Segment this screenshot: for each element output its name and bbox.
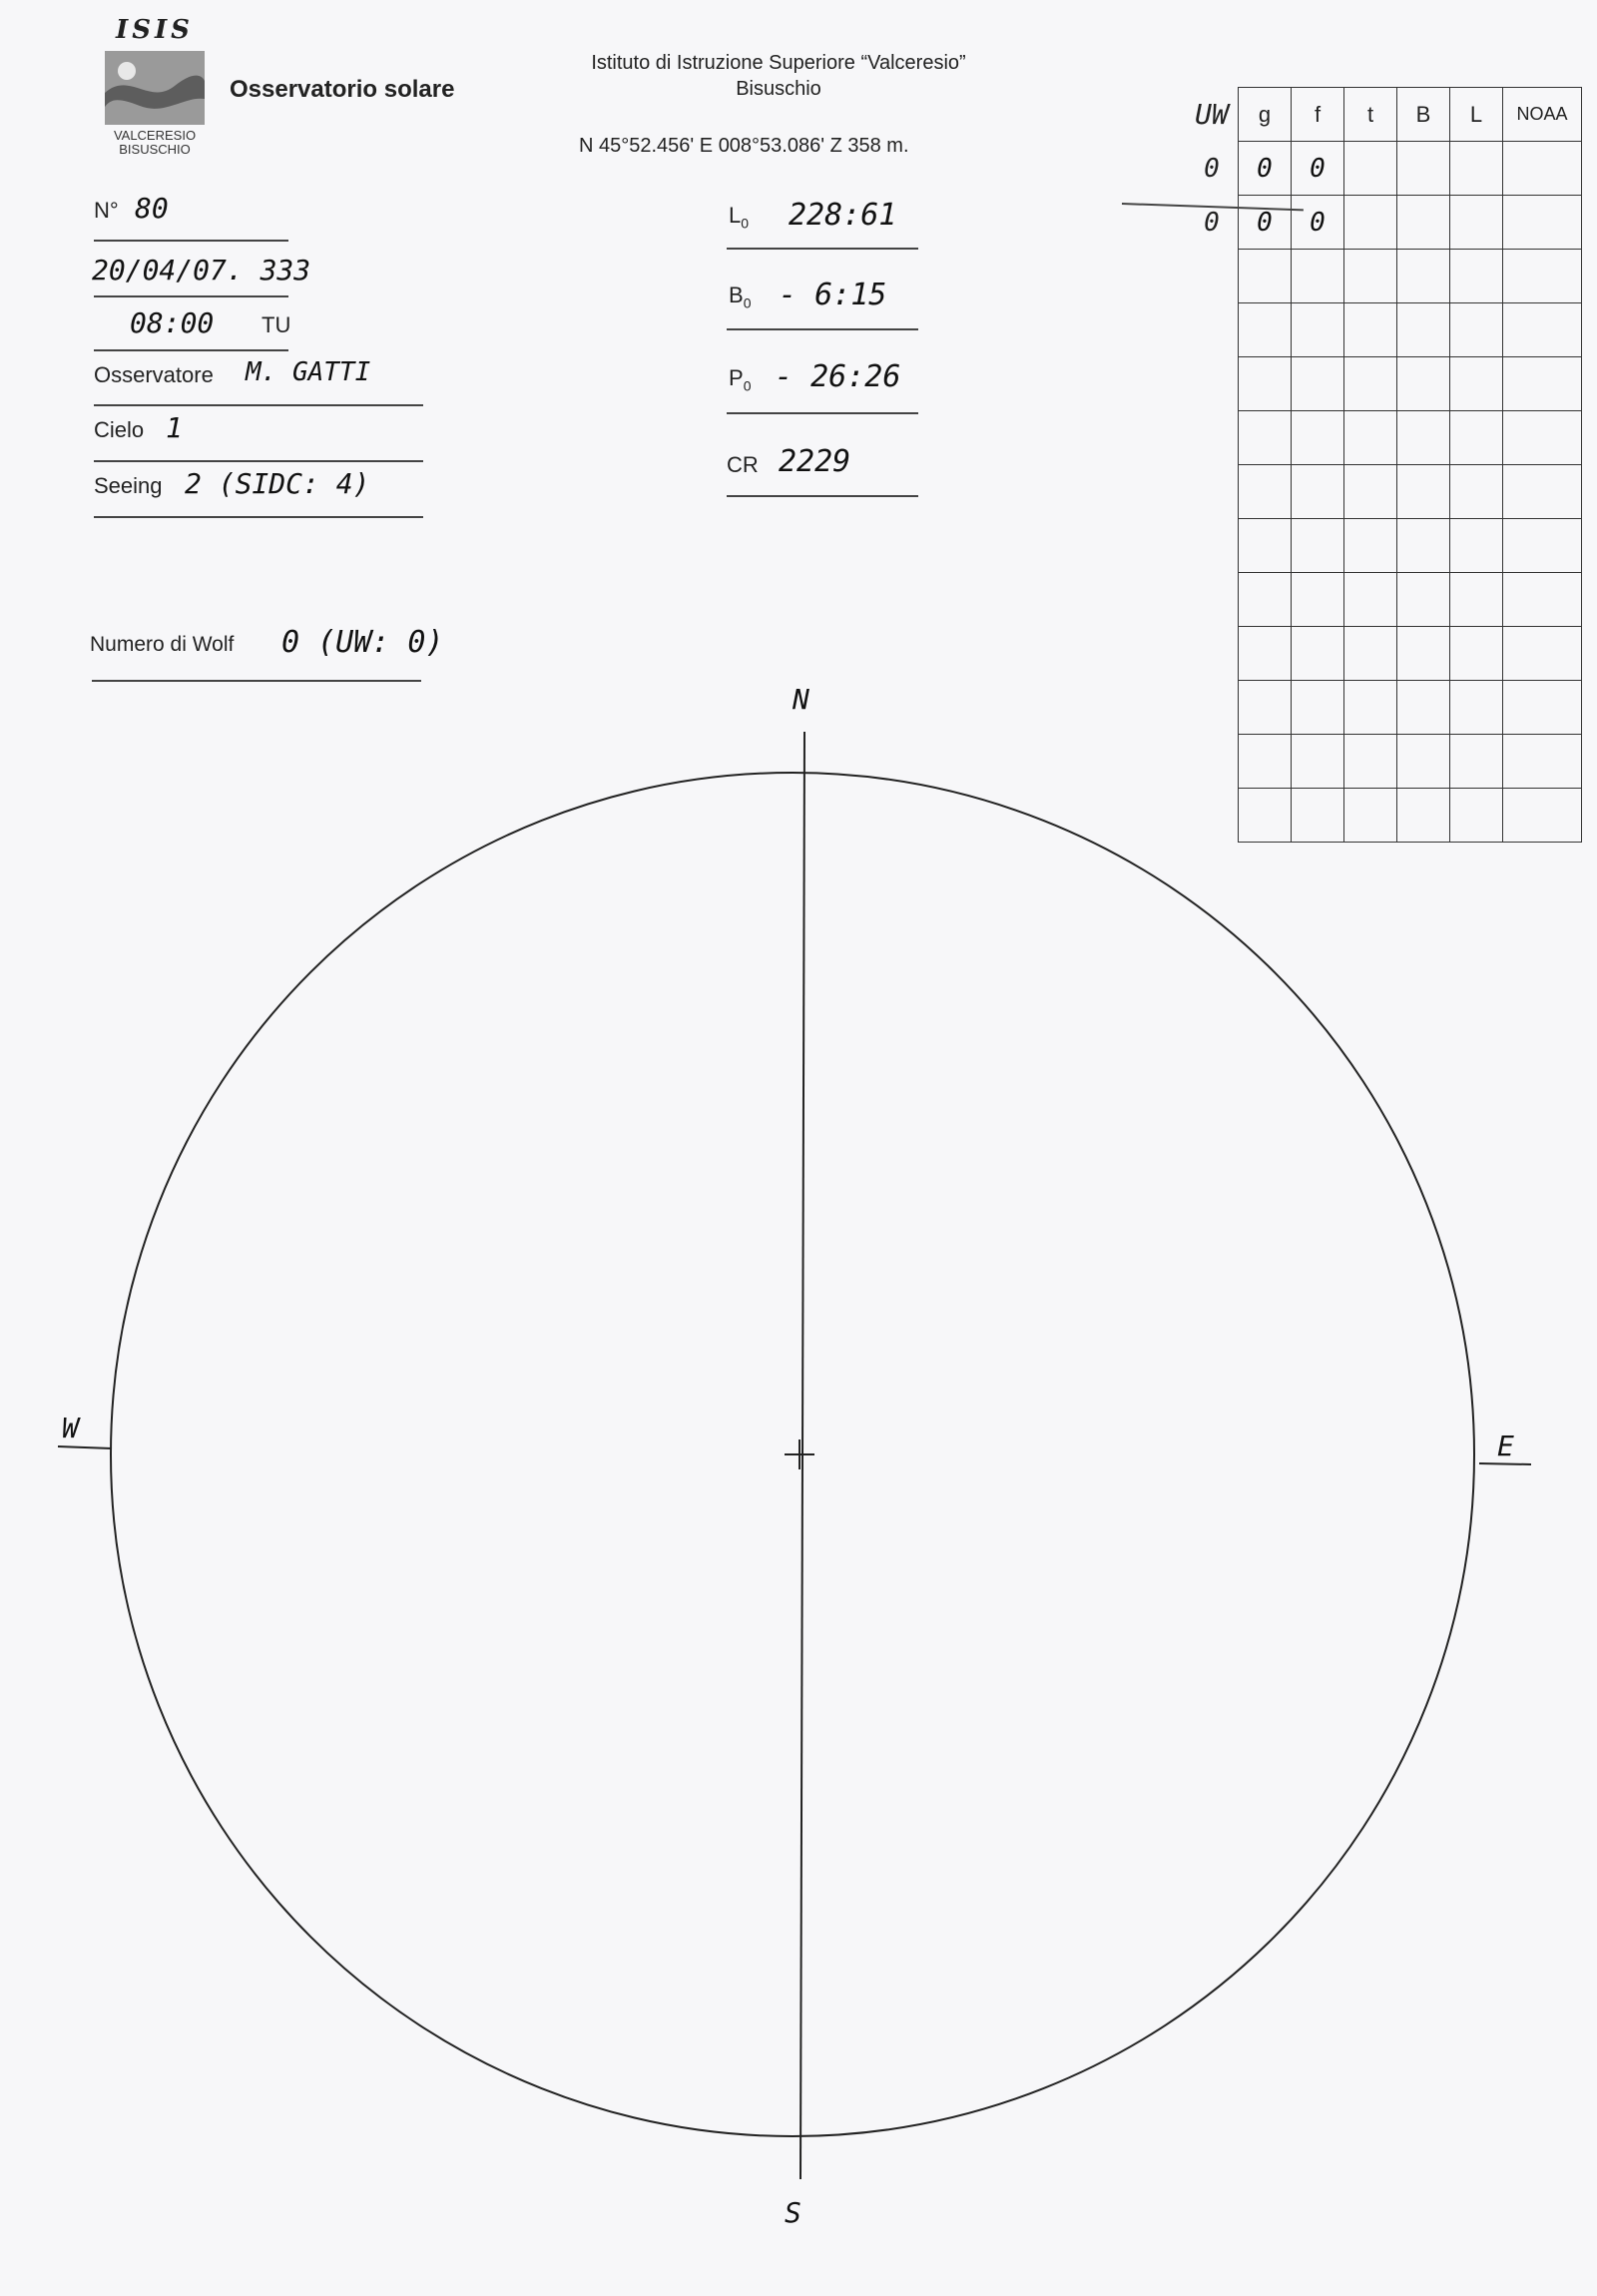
institute-name: Istituto di Istruzione Superiore “Valceresio” xyxy=(591,52,966,74)
logo-wordmark: ISIS xyxy=(116,15,194,45)
table-cell: 0 xyxy=(1292,196,1344,250)
west-tick xyxy=(58,1446,112,1448)
col-header-l: L xyxy=(1450,88,1503,142)
col-header-b: B xyxy=(1397,88,1450,142)
col-header-g: g xyxy=(1239,88,1292,142)
table-cell: 0 xyxy=(1292,142,1344,196)
table-cell: 0 xyxy=(1204,153,1220,184)
col-header-t: t xyxy=(1344,88,1397,142)
observation-date: 20/04/07. 333 xyxy=(92,254,311,287)
number-label: N° xyxy=(94,198,119,223)
observer-name: M. GATTI xyxy=(246,357,371,387)
l0-label: $L_0$ xyxy=(729,203,750,232)
col-header-uw: UW xyxy=(1195,98,1229,131)
institute-town: Bisuschio xyxy=(736,78,821,100)
sky-value: 1 xyxy=(166,411,183,444)
wolf-label: Numero di Wolf xyxy=(90,633,235,656)
north-label: N xyxy=(793,683,809,716)
observation-time: 08:00 xyxy=(130,306,215,339)
sky-label: Cielo xyxy=(94,417,145,442)
logo-caption: VALCERESIO BISUSCHIO xyxy=(113,128,197,157)
station-coordinates: N 45°52.456' E 008°53.086' Z 358 m. xyxy=(579,135,909,157)
east-label: E xyxy=(1497,1430,1514,1462)
table-cell: 0 xyxy=(1239,142,1292,196)
seeing-label: Seeing xyxy=(94,473,163,498)
l0-value: 228:61 xyxy=(789,198,897,233)
table-cell: 0 xyxy=(1204,207,1220,238)
carrington-rotation: 2229 xyxy=(779,444,851,479)
observatory-title: Osservatorio solare xyxy=(230,76,455,103)
time-unit: TU xyxy=(262,312,291,337)
table-cell: 0 xyxy=(1239,196,1292,250)
south-label: S xyxy=(785,2196,801,2229)
cr-label: CR xyxy=(727,452,759,477)
b0-value: - 6:15 xyxy=(779,278,887,312)
wolf-number: 0 (UW: 0) xyxy=(281,625,444,660)
col-header-f: f xyxy=(1292,88,1344,142)
observation-number: 80 xyxy=(135,192,169,225)
seeing-value: 2 (SIDC: 4) xyxy=(185,467,370,500)
east-tick xyxy=(1479,1463,1531,1464)
west-label: W xyxy=(62,1412,79,1444)
observer-label: Osservatore xyxy=(94,362,214,387)
b0-label: $B_0$ xyxy=(729,283,752,311)
p0-label: $P_0$ xyxy=(729,365,752,394)
p0-value: - 26:26 xyxy=(775,359,901,394)
col-header-noaa: NOAA xyxy=(1503,88,1582,142)
